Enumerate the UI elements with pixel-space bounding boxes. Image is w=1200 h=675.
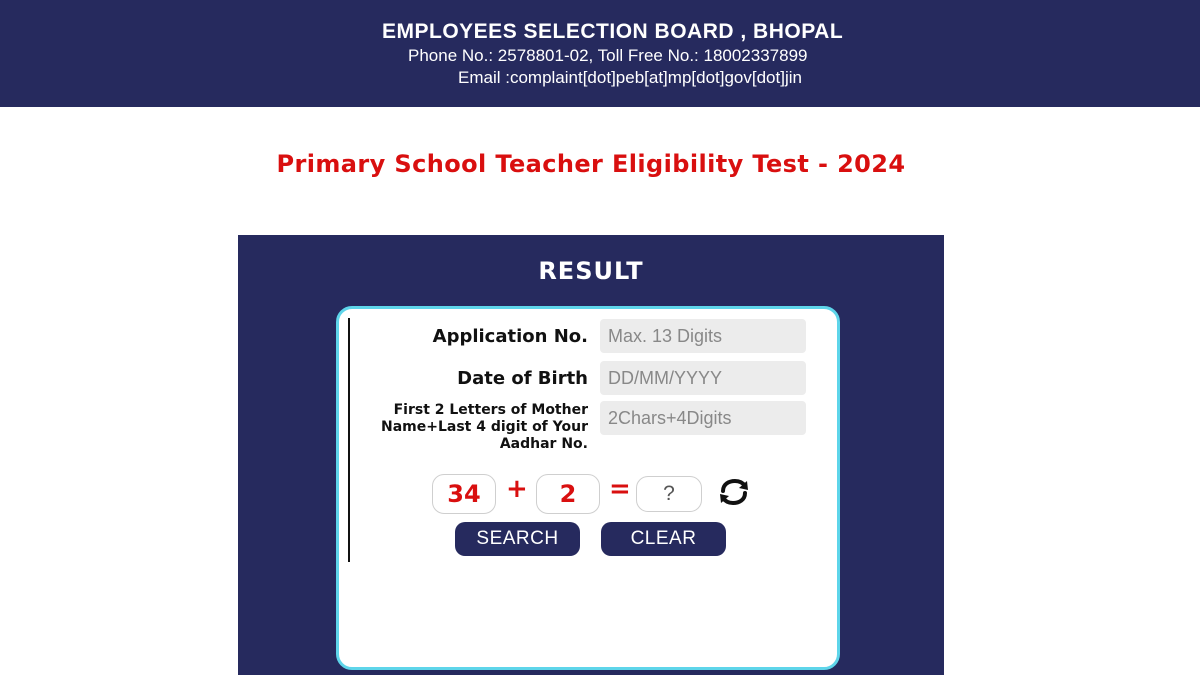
mother-aadhar-input[interactable] xyxy=(600,401,806,435)
divider xyxy=(348,318,350,562)
site-header xyxy=(0,0,1200,107)
exam-title: Primary School Teacher Eligibility Test - 2024 xyxy=(276,150,906,178)
dob-label: Date of Birth xyxy=(457,368,588,389)
dob-input[interactable] xyxy=(600,361,806,395)
captcha-equals-sign: = xyxy=(609,474,631,504)
search-button[interactable]: SEARCH xyxy=(455,522,580,556)
captcha-plus-sign: + xyxy=(506,474,528,504)
captcha-operand-b: 2 xyxy=(536,474,600,514)
org-name: EMPLOYEES SELECTION BOARD , BHOPAL xyxy=(382,20,844,43)
result-heading: RESULT xyxy=(538,257,644,285)
application-no-label: Application No. xyxy=(432,326,588,347)
refresh-icon[interactable] xyxy=(718,478,750,506)
captcha-operand-a: 34 xyxy=(432,474,496,514)
captcha-answer-input[interactable] xyxy=(636,476,702,512)
contact-email: Email :complaint[dot]peb[at]mp[dot]gov[dot]jin xyxy=(458,68,802,87)
application-no-input[interactable] xyxy=(600,319,806,353)
clear-button[interactable]: CLEAR xyxy=(601,522,726,556)
mother-aadhar-label: First 2 Letters of Mother Name+Last 4 digit of Your Aadhar No. xyxy=(381,402,588,452)
contact-phone: Phone No.: 2578801-02, Toll Free No.: 18002337899 xyxy=(408,46,808,65)
